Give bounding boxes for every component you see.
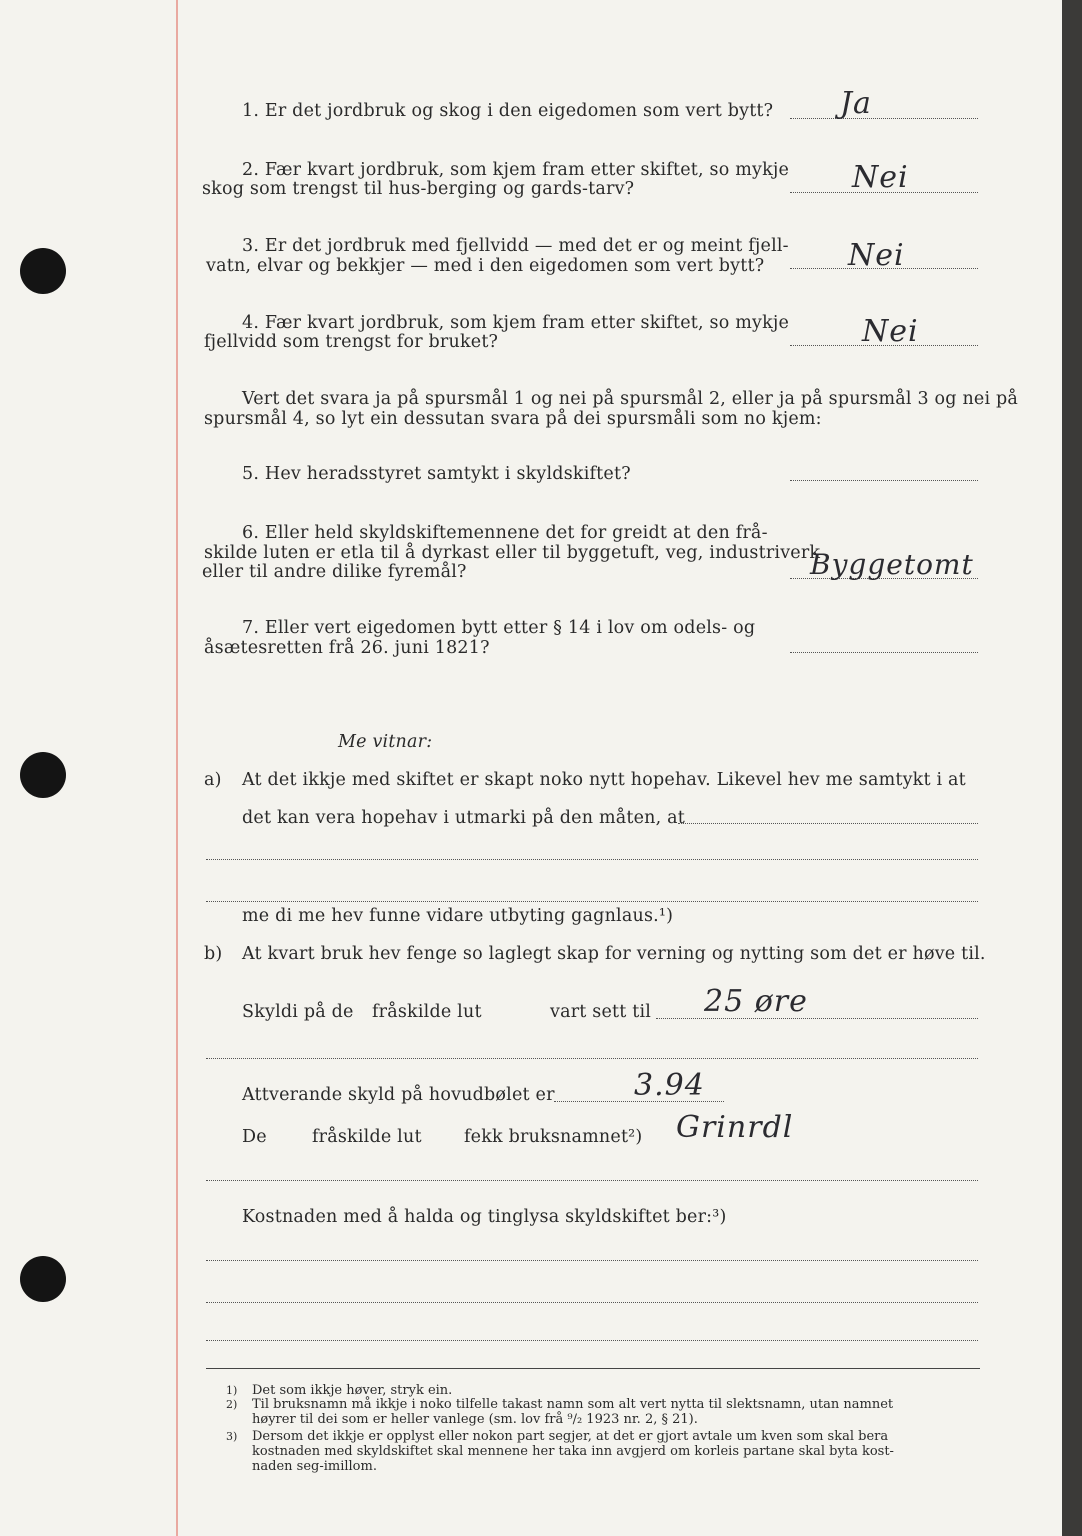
question-2-line-2: skog som trengst til hus-berging og gards-tarv? — [202, 179, 635, 199]
answer-line-5 — [790, 480, 978, 481]
witness-a-fill-1 — [678, 823, 978, 824]
witness-a-fill-2 — [206, 859, 978, 860]
name-label-3: fekk bruksnamnet²) — [464, 1127, 643, 1147]
answer-6: Byggetomt — [810, 548, 974, 581]
question-7-line-1: 7. Eller vert eigedomen bytt etter § 14 i lov om odels- og — [242, 618, 756, 638]
question-4-line-1: 4. Fær kvart jordbruk, som kjem fram etter skiftet, so mykje — [242, 313, 790, 333]
footnote-2-line-2: høyrer til dei som er heller vanlege (sm. lov frå ⁹/₂ 1923 nr. 2, § 21). — [252, 1412, 698, 1427]
footnote-1-mark: 1) — [226, 1384, 238, 1397]
instruction-line-1: Vert det svara ja på spursmål 1 og nei på spursmål 2, eller ja på spursmål 3 og nei på — [242, 389, 1019, 409]
footnote-3-line-1: Dersom det ikkje er opplyst eller nokon part segjer, at det er gjort avtale um kven som skal bera — [252, 1429, 889, 1444]
question-7-line-2: åsætesretten frå 26. juni 1821? — [204, 638, 490, 658]
name-label-1: De — [242, 1127, 267, 1147]
punch-hole-top — [20, 248, 66, 294]
question-6-line-3: eller til andre dilike fyremål? — [202, 562, 467, 582]
question-6-line-2: skilde luten er etla til å dyrkast eller til byggetuft, veg, industriverk — [204, 543, 821, 563]
answer-4: Nei — [862, 314, 919, 349]
answer-2: Nei — [852, 160, 909, 195]
remaining-skyld-label: Attverande skyld på hovudbølet er — [242, 1085, 555, 1105]
question-3-line-2: vatn, elvar og bekkjer — med i den eigedomen som vert bytt? — [206, 256, 765, 276]
punch-hole-bottom — [20, 1256, 66, 1302]
skyld-value: 25 øre — [704, 984, 808, 1019]
question-6-line-1: 6. Eller held skyldskiftemennene det for greidt at den frå- — [242, 523, 768, 543]
skyld-extra-line — [206, 1058, 978, 1059]
cost-line-1 — [206, 1260, 978, 1261]
footnote-3-line-2: kostnaden med skyldskiftet skal mennene her taka inn avgjerd om korleis partane skal byta kost- — [252, 1444, 894, 1459]
footnote-separator — [206, 1368, 980, 1369]
margin-line — [176, 0, 178, 1536]
witness-a-line-2: det kan vera hopehav i utmarki på den måten, at — [242, 808, 686, 828]
skyld-label-1: Skyldi på de — [242, 1002, 354, 1022]
cost-label: Kostnaden med å halda og tinglysa skyldskiftet ber:³) — [242, 1207, 727, 1227]
footnote-2-line-1: Til bruksnamn må ikkje i noko tilfelle takast namn som alt vert nytta til slektsnamn, utan namnet — [252, 1397, 894, 1412]
cost-line-3 — [206, 1340, 978, 1341]
witness-a-label: a) — [204, 770, 222, 790]
witness-a-fill-3 — [206, 901, 978, 902]
punch-hole-middle — [20, 752, 66, 798]
instruction-line-2: spursmål 4, so lyt ein dessutan svara på dei spursmåli som no kjem: — [204, 409, 822, 429]
witness-a-line-1: At det ikkje med skiftet er skapt noko nytt hopehav. Likevel hev me samtykt i at — [242, 770, 966, 790]
bruksnamn-value: Grinrdl — [676, 1110, 794, 1145]
name-extra-line — [206, 1180, 978, 1181]
question-2-line-1: 2. Fær kvart jordbruk, som kjem fram etter skiftet, so mykje — [242, 160, 790, 180]
question-3-line-1: 3. Er det jordbruk med fjellvidd — med det er og meint fjell- — [242, 236, 789, 256]
witness-b-label: b) — [204, 944, 223, 964]
name-label-2: fråskilde lut — [312, 1127, 422, 1147]
footnote-2-mark: 2) — [226, 1398, 238, 1411]
footnote-3-mark: 3) — [226, 1430, 238, 1443]
witness-b-line-1: At kvart bruk hev fenge so laglegt skap for verning og nytting som det er høve til. — [242, 944, 986, 964]
footnote-3-line-3: naden seg-imillom. — [252, 1459, 377, 1474]
footnote-1-line-1: Det som ikkje høver, stryk ein. — [252, 1383, 453, 1398]
skyld-label-2: fråskilde lut — [372, 1002, 482, 1022]
remaining-skyld-value: 3.94 — [634, 1068, 705, 1103]
cost-line-2 — [206, 1302, 978, 1303]
question-5: 5. Hev heradsstyret samtykt i skyldskiftet? — [242, 464, 631, 484]
answer-3: Nei — [848, 238, 905, 273]
answer-line-7 — [790, 652, 978, 653]
question-4-line-2: fjellvidd som trengst for bruket? — [204, 332, 499, 352]
answer-1: Ja — [840, 86, 872, 121]
witness-heading: Me vitnar: — [338, 732, 433, 752]
skyld-label-3: vart sett til — [550, 1002, 652, 1022]
answer-line-1 — [790, 118, 978, 119]
witness-a-line-3: me di me hev funne vidare utbyting gagnlaus.¹) — [242, 906, 674, 926]
question-1: 1. Er det jordbruk og skog i den eigedomen som vert bytt? — [242, 101, 774, 121]
